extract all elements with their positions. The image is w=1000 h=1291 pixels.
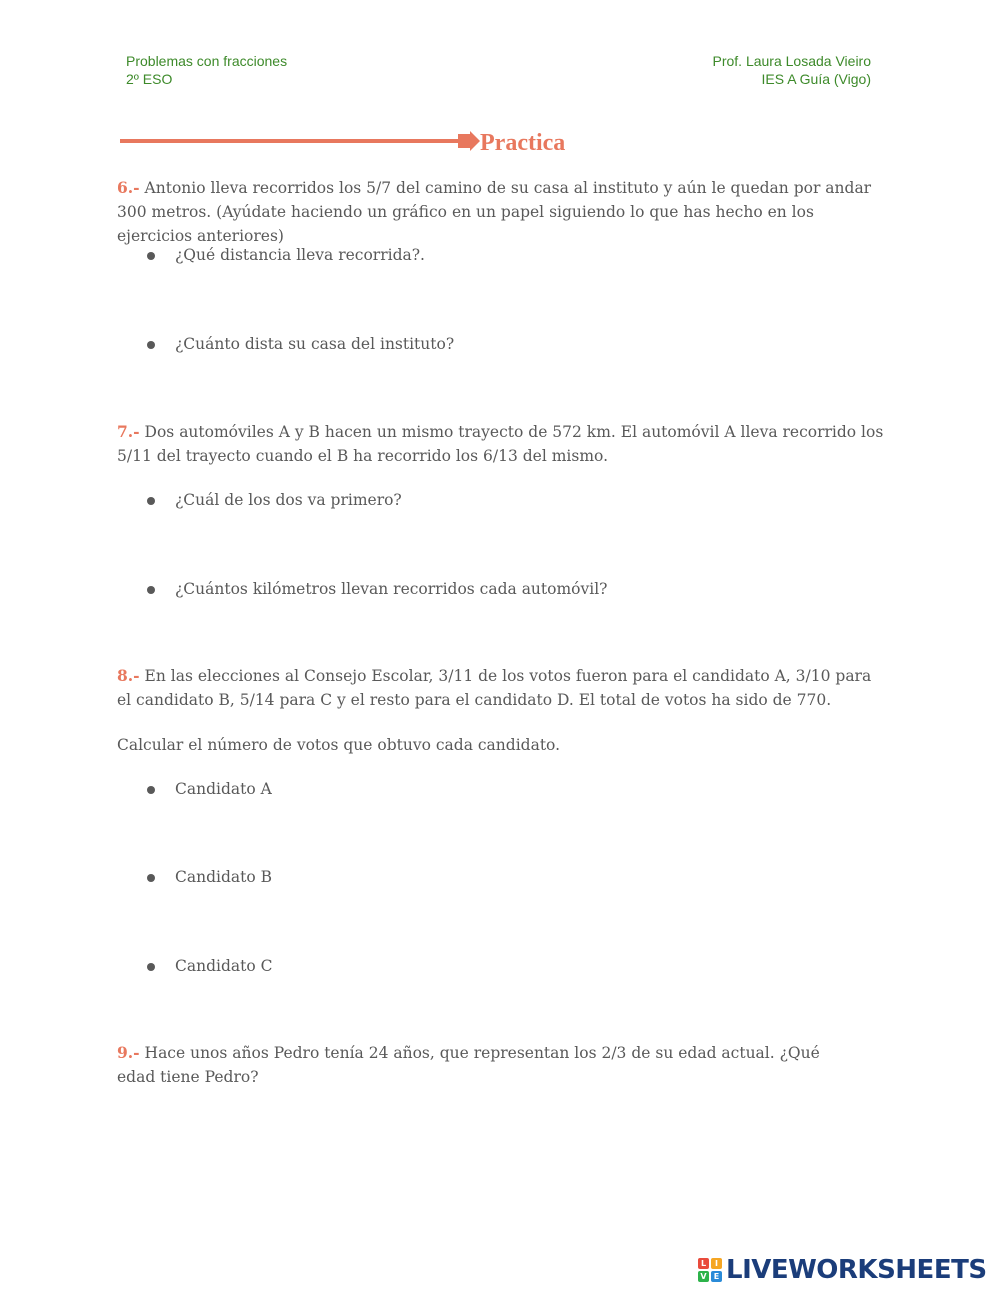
question-7-text: Dos automóviles A y B hacen un mismo trayecto de 572 km. El automóvil A lleva recorrido los 5/11 del trayecto cuando el B ha recorrido los 6/13 del mismo. [117,423,884,465]
list-item: Candidato A [147,777,272,801]
question-8-instruction: Calcular el número de votos que obtuvo cada candidato. [117,736,561,754]
logo-grid-icon: L I V E [698,1258,722,1282]
list-item: ¿Cuál de los dos va primero? [147,488,402,512]
logo-text: LIVEWORKSHEETS [726,1255,987,1285]
bullet-icon [147,252,155,260]
bullet-icon [147,341,155,349]
bullet-icon [147,497,155,505]
question-7-number: 7.- [117,422,140,441]
list-item: ¿Cuánto dista su casa del instituto? [147,332,454,356]
bullet-icon [147,874,155,882]
question-8-text: En las elecciones al Consejo Escolar, 3/11 de los votos fueron para el candidato A, 3/10 para el candidato B, 5/14 para C y el resto para el candidato D. El total de votos ha sido de 770. [117,667,872,709]
bullet-icon [147,586,155,594]
teacher-name: Prof. Laura Losada Vieiro [712,53,871,69]
question-6-number: 6.- [117,178,140,197]
question-9 [117,1041,847,1089]
worksheet-title: Problemas con fracciones [126,53,288,69]
school-name: IES A Guía (Vigo) [761,71,871,87]
list-item: ¿Qué distancia lleva recorrida?. [147,243,425,267]
question-8-number: 8.- [117,666,140,685]
list-item: Candidato B [147,865,272,889]
section-title: Practica [480,130,566,156]
list-item: Candidato C [147,954,272,978]
course-level: 2º ESO [126,71,173,87]
question-9-text: Hace unos años Pedro tenía 24 años, que representan los 2/3 de su edad actual. ¿Qué edad tiene Pedro? [117,1044,820,1086]
question-7 [117,420,887,468]
question-8 [117,664,887,712]
liveworksheets-logo[interactable] [698,1255,987,1285]
question-6 [117,176,887,248]
question-6-text: Antonio lleva recorridos los 5/7 del camino de su casa al instituto y aún le quedan por andar 300 metros. (Ayúdate haciendo un gráfico en un papel siguiendo lo que has hecho en los ejercicios anteriores) [117,179,872,245]
question-9-number: 9.- [117,1043,140,1062]
header-left [126,52,287,88]
bullet-icon [147,786,155,794]
header-right [712,52,871,88]
bullet-icon [147,963,155,971]
list-item: ¿Cuántos kilómetros llevan recorridos cada automóvil? [147,577,608,601]
